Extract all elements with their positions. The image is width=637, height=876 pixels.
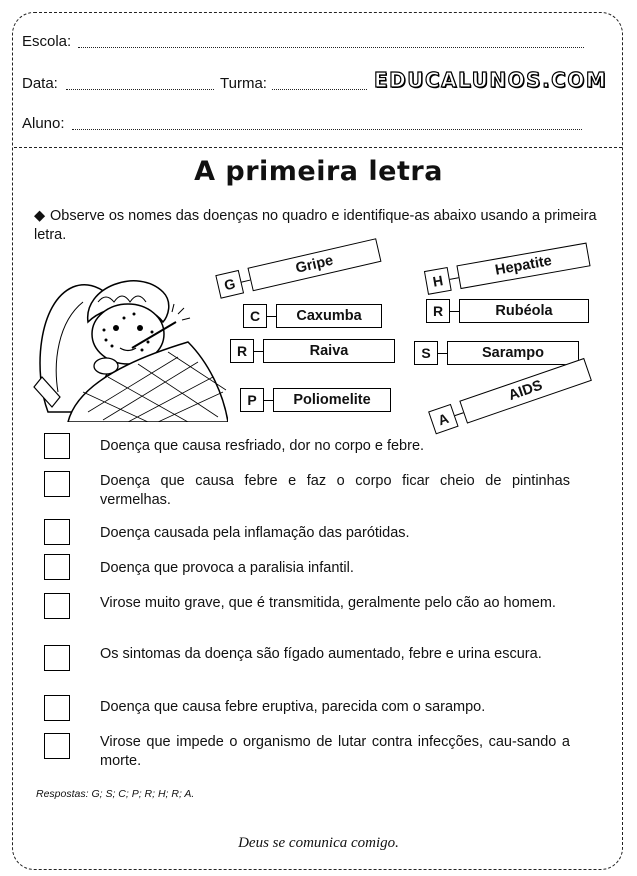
answer-box[interactable] <box>44 733 70 759</box>
instruction-text: Observe os nomes das doenças no quadro e identifique-as abaixo usando a primeira letra. <box>34 208 597 243</box>
disease-name: Hepatite <box>456 243 590 290</box>
question-text: Doença que causa febre e faz o corpo ficar cheio de pintinhas vermelhas. <box>100 473 570 508</box>
answer-box[interactable] <box>44 433 70 459</box>
disease-label-caxumba <box>243 303 382 329</box>
disease-name: Raiva <box>263 339 395 363</box>
answer-box[interactable] <box>44 593 70 619</box>
turma-label: Turma: <box>220 75 267 92</box>
answer-box[interactable] <box>44 645 70 671</box>
data-line[interactable] <box>66 89 214 90</box>
header-divider <box>14 147 622 148</box>
bullet-icon: ◆ <box>34 208 46 224</box>
disease-letter: P <box>240 388 264 412</box>
escola-label: Escola: <box>22 33 72 50</box>
question-text: Os sintomas da doença são fígado aumentado, febre e urina escura. <box>100 646 542 662</box>
question-text: Virose que impede o organismo de lutar contra infecções, cau-sando a morte. <box>100 734 570 769</box>
answer-box[interactable] <box>44 554 70 580</box>
disease-name: Rubéola <box>459 299 589 323</box>
disease-letter: H <box>424 267 452 295</box>
disease-letter: C <box>243 304 267 328</box>
disease-letter: R <box>426 299 450 323</box>
escola-line[interactable] <box>78 47 584 48</box>
answer-box[interactable] <box>44 471 70 497</box>
answer-key: Respostas: G; S; C; P; R; H; R; A. <box>36 788 195 800</box>
worksheet-title: A primeira letra <box>194 156 443 187</box>
disease-letter: A <box>428 404 459 435</box>
instruction <box>34 207 614 245</box>
question-text: Doença que causa febre eruptiva, parecida com o sarampo. <box>100 699 486 715</box>
answer-box[interactable] <box>44 519 70 545</box>
answer-box[interactable] <box>44 695 70 721</box>
disease-name: Sarampo <box>447 341 579 365</box>
question-text: Doença que provoca a paralisia infantil. <box>100 560 354 576</box>
site-logo: EDUCALUNOS.COM <box>374 68 608 92</box>
disease-letter: G <box>215 270 244 299</box>
data-label: Data: <box>22 75 58 92</box>
disease-name: Caxumba <box>276 304 382 328</box>
disease-name: Poliomelite <box>273 388 391 412</box>
disease-label-raiva <box>230 338 395 364</box>
disease-label-sarampo <box>414 340 579 366</box>
disease-name: AIDS <box>459 358 592 424</box>
sick-child-illustration <box>28 262 228 422</box>
disease-label-rubeola <box>426 298 589 324</box>
question-text: Doença causada pela inflamação das parótidas. <box>100 525 410 541</box>
turma-line[interactable] <box>272 89 367 90</box>
disease-letter: S <box>414 341 438 365</box>
disease-label-poliomelite <box>240 387 391 413</box>
disease-name: Gripe <box>247 238 381 291</box>
aluno-label: Aluno: <box>22 115 65 132</box>
question-text: Virose muito grave, que é transmitida, geralmente pelo cão ao homem. <box>100 595 556 611</box>
disease-letter: R <box>230 339 254 363</box>
aluno-line[interactable] <box>72 129 582 130</box>
question-text: Doença que causa resfriado, dor no corpo e febre. <box>100 438 425 454</box>
footer-quote: Deus se comunica comigo. <box>238 835 399 851</box>
